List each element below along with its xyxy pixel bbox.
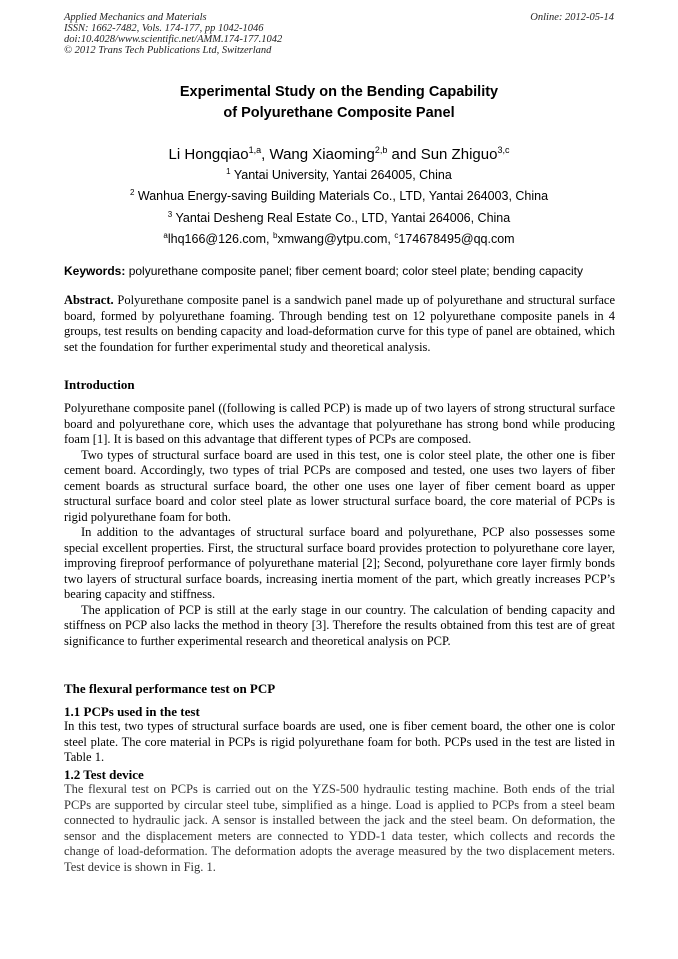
section-1-1-paragraph: In this test, two types of structural surface boards are used, one is fiber cement board, the other one is color steel plate. The core material in PCPs is rigid polyurethane foam for both. PCPs used in the test are listed in Table 1.: [64, 719, 615, 764]
affiliation-sup: 1: [226, 167, 231, 176]
section-1-2-text: [64, 782, 615, 875]
abstract-text: Polyurethane composite panel is a sandwich panel made up of polyurethane and structural surface board, formed by polyurethane foaming. Through bending test on 12 polyurethane composite panels in 4 groups, test results on bending capacity and load-deformation curve for this type of panel are obtained, which set the foundation for further experimental study and theoretical analysis.: [64, 293, 615, 354]
abstract-label: Abstract.: [64, 293, 114, 307]
email-sup: c: [394, 231, 399, 240]
affiliation-text: Wanhua Energy-saving Building Materials Co., LTD, Yantai 264003, China: [137, 189, 549, 204]
author-name: Wang Xiaoming: [269, 146, 375, 163]
author-name: Li Hongqiao: [168, 146, 249, 163]
intro-paragraph: In addition to the advantages of structural surface board and polyurethane, PCP also possesses some special excellent properties. First, the structural surface board provides protection to polyurethane core layer, improving fireproof performance of polyurethane material [2]; Second, polyurethane core layer firmly bonds two layers of structural surface boards, increasing inertia moment of the part, which greatly increases PCP’s bearing capacity and stiffness.: [64, 525, 615, 601]
title-line-2: of Polyurethane Composite Panel: [223, 105, 455, 121]
email-sup: a: [163, 231, 168, 240]
section-1-1-text: [64, 719, 615, 766]
affiliation-text: Yantai University, Yantai 264005, China: [233, 168, 452, 183]
email-text[interactable]: lhq166@126.com,: [167, 232, 273, 247]
introduction-body: [64, 401, 615, 649]
author-separator: ,: [261, 146, 270, 163]
intro-paragraph: The application of PCP is still at the early stage in our country. The calculation of bending capacity and stiffness on PCP also lacks the method in theory [3]. Therefore the results obtained from this test are of great significance to further experimental research and theoretical analysis on PCP.: [64, 602, 615, 648]
intro-paragraph: Polyurethane composite panel ((following is called PCP) is made up of two layers of strong structural surface board and polyurethane core, which uses the advantage that polyurethane has strong bond while producing foam [1]. It is based on this advantage that different types of PCPs are composed.: [64, 401, 615, 446]
author-name: Sun Zhiguo: [420, 146, 498, 163]
author-sup: 1,a: [248, 145, 262, 155]
section-1-1-heading: 1.1 PCPs used in the test: [64, 704, 200, 719]
affiliation-3: [0, 207, 678, 226]
section-1-2-paragraph: The flexural test on PCPs is carried out on the YZS-500 hydraulic testing machine. Both ends of the trial PCPs are supported by circular steel tube, simplified as a hinge. Load is applied to PCPs from a steel beam connected to hydraulic jack. A sensor is installed between the jack and the steel beam. On deformation, the sensor and the displacement meters are connected to YDD-1 data tester, which collects and records the change of load-deformation. The deformation adopts the average measured by the two displacement meters. Test device is shown in Fig. 1.: [64, 782, 615, 874]
flexural-heading: The flexural performance test on PCP: [64, 681, 276, 696]
author-sup: 3,c: [497, 145, 510, 155]
email-line: [0, 228, 678, 247]
affiliation-2: [0, 185, 678, 204]
doi-line: doi:10.4028/www.scientific.net/AMM.174-177.1042: [64, 34, 283, 45]
affiliation-text: Yantai Desheng Real Estate Co., LTD, Yantai 264006, China: [175, 211, 511, 226]
email-text[interactable]: xmwang@ytpu.com,: [277, 232, 395, 247]
email-sup: b: [272, 231, 278, 240]
journal-name: Applied Mechanics and Materials: [64, 12, 207, 23]
author-separator: and: [387, 146, 421, 163]
intro-paragraph: Two types of structural surface board are used in this test, one is color steel plate, the other one is fiber cement board. Accordingly, two types of trial PCPs are composed and tested, one uses two layers of fiber cement boards as structural surface board, the other one uses one layer of fiber cement board as upper structural surface board and color steel plate as lower structural surface board, the core material of PCPs is rigid polyurethane foam for both.: [64, 447, 615, 524]
section-1-2-heading: 1.2 Test device: [64, 767, 144, 782]
affiliation-sup: 2: [129, 188, 135, 197]
email-text[interactable]: 174678495@qq.com: [398, 232, 515, 247]
keywords: [64, 263, 616, 279]
introduction-heading: Introduction: [64, 377, 135, 392]
journal-header: [64, 12, 282, 56]
abstract: [64, 293, 615, 355]
affiliation-1: [0, 164, 678, 183]
online-date: Online: 2012-05-14: [530, 12, 614, 23]
author-sup: 2,b: [374, 145, 388, 155]
issn-line: ISSN: 1662-7482, Vols. 174-177, pp 1042-1046: [64, 23, 264, 34]
affiliation-sup: 3: [167, 210, 173, 219]
author-list: [0, 140, 678, 165]
keywords-text: polyurethane composite panel; fiber cement board; color steel plate; bending capacity: [125, 264, 583, 278]
paper-title: [0, 82, 678, 124]
keywords-label: Keywords:: [64, 264, 126, 278]
title-line-1: Experimental Study on the Bending Capability: [179, 84, 499, 100]
copyright-line: © 2012 Trans Tech Publications Ltd, Switzerland: [64, 45, 272, 56]
